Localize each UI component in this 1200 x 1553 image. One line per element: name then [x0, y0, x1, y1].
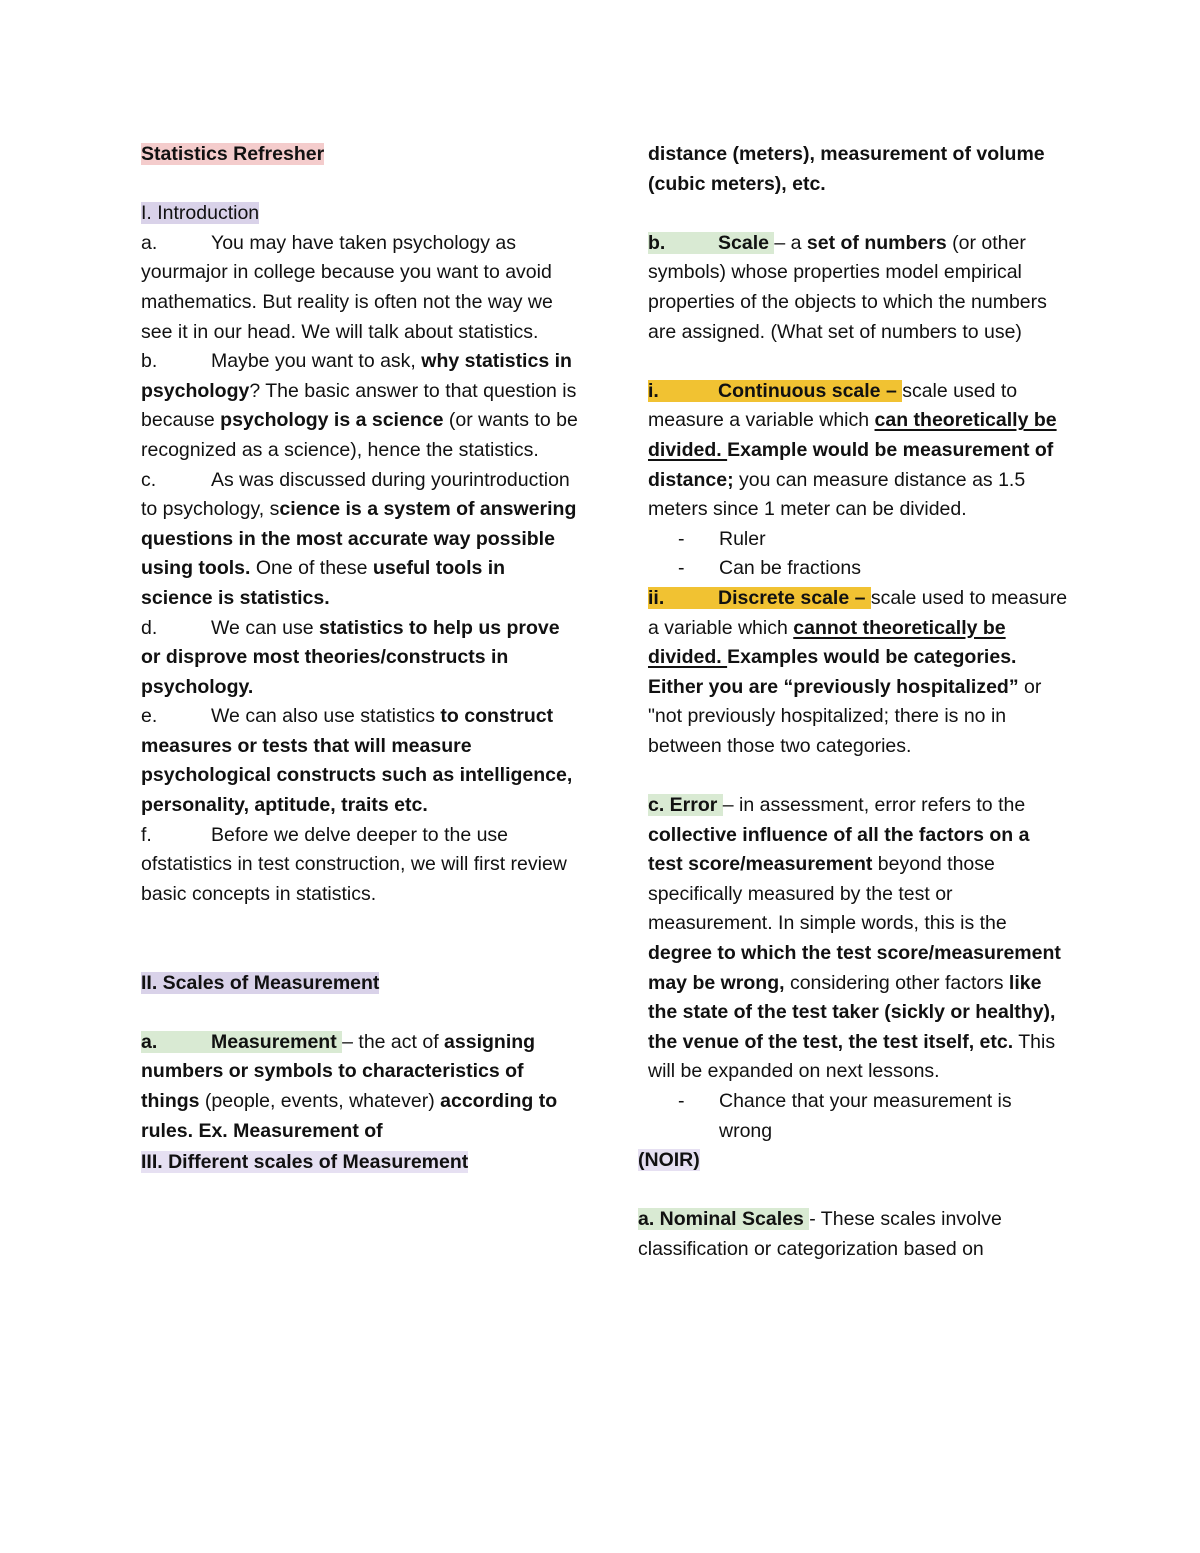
discrete-scale-definition: ii. Discrete scale – scale used to measure a variable which cannot theoretically be divided. Examples would be categories. Either you are “previously hospitalized” or "not previously hospitalized; there is no in between those two categories.: [648, 586, 1068, 757]
intro-item-b: b. Maybe you want to ask, why statistics in psychology? The basic answer to that question is because psychology is a science (or wants to be recognized as a science), hence the statistics.: [141, 350, 578, 461]
section-3-heading: III. Different scales of Measurement: [141, 1151, 469, 1174]
left-column: [141, 140, 581, 1178]
intro-item-f: f. Before we delve deeper to the use ofstatistics in test construction, we will first review basic concepts in statistics.: [141, 823, 567, 905]
list-item: - Chance that your measurement is wrong: [678, 1090, 1012, 1142]
continuous-scale-term: i. Continuous scale –: [648, 379, 903, 402]
scale-definition: b. Scale – a set of numbers (or other symbols) whose properties model empirical properties of the objects to which the numbers are assigned. (What set of numbers to use): [648, 231, 1047, 343]
intro-item-d: d. We can use statistics to help us prove or disprove most theories/constructs in psychology.: [141, 616, 560, 698]
right-column: [638, 140, 1068, 1265]
intro-item-a: a. You may have taken psychology as yourmajor in college because you want to avoid mathematics. But reality is often not the way we see it in our head. We will talk about statistics.: [141, 231, 553, 343]
list-item: - Ruler: [678, 527, 766, 550]
measurement-continuation: distance (meters), measurement of volume (cubic meters), etc.: [648, 143, 1045, 195]
intro-heading: I. Introduction: [141, 202, 260, 225]
list-item: - Can be fractions: [678, 557, 861, 580]
intro-item-e: e. We can also use statistics to construct measures or tests that will measure psychological constructs such as intelligence, personality, aptitude, traits etc.: [141, 705, 573, 817]
scale-term: b. Scale: [648, 231, 775, 254]
measurement-term: a. Measurement: [141, 1030, 343, 1053]
scales-heading: II. Scales of Measurement: [141, 971, 380, 994]
measurement-definition: a. Measurement – the act of assigning numbers or symbols to characteristics of things (people, events, whatever) according to rules. Ex. Measurement of: [141, 1030, 558, 1142]
noir-label: (NOIR): [638, 1149, 700, 1172]
discrete-scale-term: ii. Discrete scale –: [648, 586, 871, 609]
document-title: Statistics Refresher: [141, 143, 325, 165]
error-definition: c. Error – in assessment, error refers to the collective influence of all the factors on a test score/measurement beyond those specifically measured by the test or measurement. In simple words, this is the degree to which the test score/measurement may be wrong, considering other factors like the state of the test taker (sickly or healthy), the venue of the test, the test itself, etc. This will be expanded on next lessons.: [648, 794, 1061, 1083]
intro-item-c: c. As was discussed during yourintroduction to psychology, science is a system of answering questions in the most accurate way possible using tools. One of these useful tools in science is statistics.: [141, 468, 577, 609]
continuous-scale-definition: i. Continuous scale – scale used to measure a variable which can theoretically be divided. Example would be measurement of distance; you can measure distance as 1.5 meters since 1 meter can be divided.: [648, 379, 1057, 521]
nominal-scales-definition: a. Nominal Scales - These scales involve classification or categorization based on: [638, 1208, 1002, 1260]
